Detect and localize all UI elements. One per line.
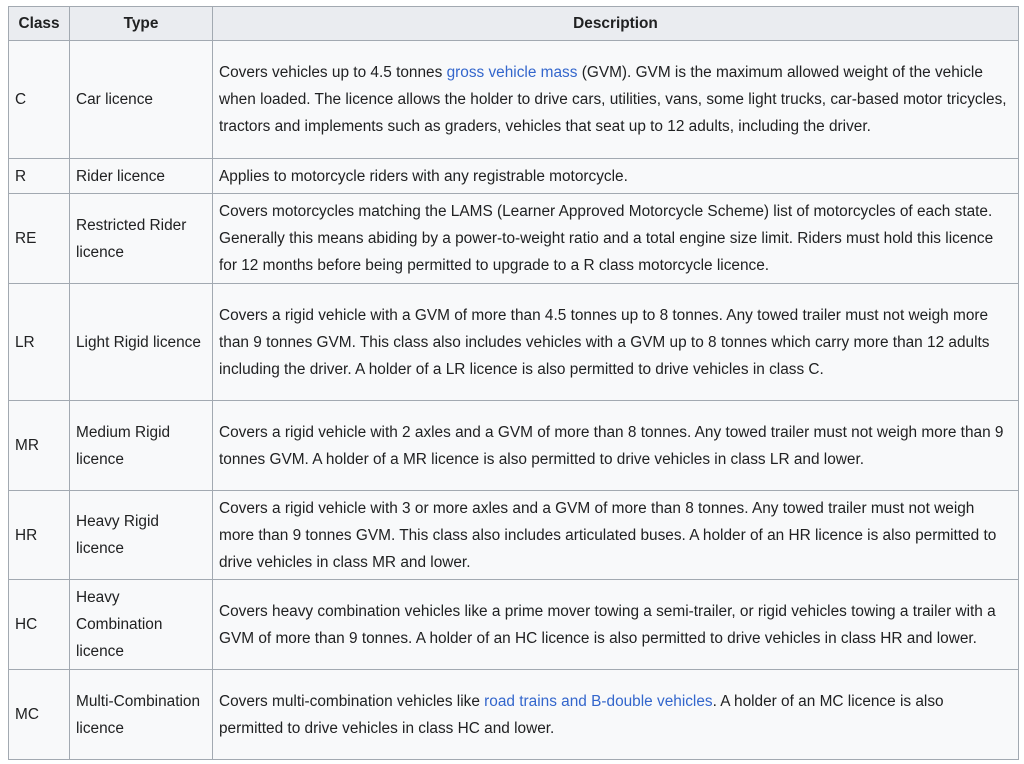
description-text: Covers a rigid vehicle with 3 or more axles and a GVM of more than 8 tonnes. Any towed trailer must not weigh more than 9 tonnes GVM. This class also includes articulated buses. A holder of an HR licence is also permitted to drive vehicles in class MR and lower. [219,499,997,571]
description-cell [213,284,1019,401]
class-cell: MC [9,670,70,760]
table-row [9,41,1019,159]
description-text: Covers heavy combination vehicles like a prime mover towing a semi-trailer, or rigid vehicles towing a trailer with a GVM of more than 9 tonnes. A holder of an HC licence is also permitted to drive vehicles in class HR and lower. [219,602,996,647]
class-cell: MR [9,401,70,491]
class-cell: HC [9,580,70,670]
description-cell [213,401,1019,491]
description-cell [213,194,1019,284]
description-cell [213,41,1019,159]
type-cell: Medium Rigid licence [70,401,213,491]
column-header-description[interactable]: Description [213,7,1019,41]
description-text: Covers multi-combination vehicles like [219,692,485,710]
licence-classes-table [8,6,1019,760]
header-row [9,7,1019,41]
table-row [9,159,1019,194]
description-text: . A holder of an MC licence is also permitted to drive vehicles in class HC and lower. [219,692,944,737]
description-cell [213,491,1019,580]
class-cell: HR [9,491,70,580]
column-header-class[interactable]: Class [9,7,70,41]
description-cell [213,670,1019,760]
type-cell: Rider licence [70,159,213,194]
type-cell: Heavy Rigid licence [70,491,213,580]
gross-vehicle-mass-link[interactable]: gross vehicle mass [446,64,578,81]
description-text: Covers vehicles up to 4.5 tonnes [219,64,447,81]
table-row [9,670,1019,760]
road-trains-link[interactable]: road trains and B-double vehicles [484,692,713,710]
description-cell [213,159,1019,194]
class-cell: LR [9,284,70,401]
type-cell: Heavy Combination licence [70,580,213,670]
description-text: Applies to motorcycle riders with any registrable motorcycle. [219,167,628,185]
table-row [9,194,1019,284]
column-header-type[interactable]: Type [70,7,213,41]
table-row [9,580,1019,670]
class-cell: R [9,159,70,194]
type-cell: Car licence [70,41,213,159]
description-text: (GVM). GVM is the maximum allowed weight of the vehicle when loaded. The licence allows the holder to drive cars, utilities, vans, some light trucks, car-based motor tricycles, tractors and implements such as graders, vehicles that seat up to 12 adults, including the driver. [219,64,1007,135]
description-text: Covers a rigid vehicle with 2 axles and a GVM of more than 8 tonnes. Any towed trailer must not weigh more than 9 tonnes GVM. A holder of a MR licence is also permitted to drive vehicles in class LR and lower. [219,423,1004,468]
type-cell: Light Rigid licence [70,284,213,401]
table-row [9,401,1019,491]
description-text: Covers a rigid vehicle with a GVM of more than 4.5 tonnes up to 8 tonnes. Any towed trailer must not weigh more than 9 tonnes GVM. This class also includes vehicles with a GVM up to 8 tonnes which carry more than 12 adults including the driver. A holder of a LR licence is also permitted to drive vehicles in class C. [219,306,990,378]
table-row [9,284,1019,401]
class-cell: C [9,41,70,159]
type-cell: Multi-Combination licence [70,670,213,760]
table-row [9,491,1019,580]
type-cell: Restricted Rider licence [70,194,213,284]
description-text: Covers motorcycles matching the LAMS (Learner Approved Motorcycle Scheme) list of motorcycles of each state. Generally this means abiding by a power-to-weight ratio and a total engine size limit. Riders must hold this licence for 12 months before being permitted to upgrade to a R class motorcycle licence. [219,203,994,274]
description-cell [213,580,1019,670]
class-cell: RE [9,194,70,284]
